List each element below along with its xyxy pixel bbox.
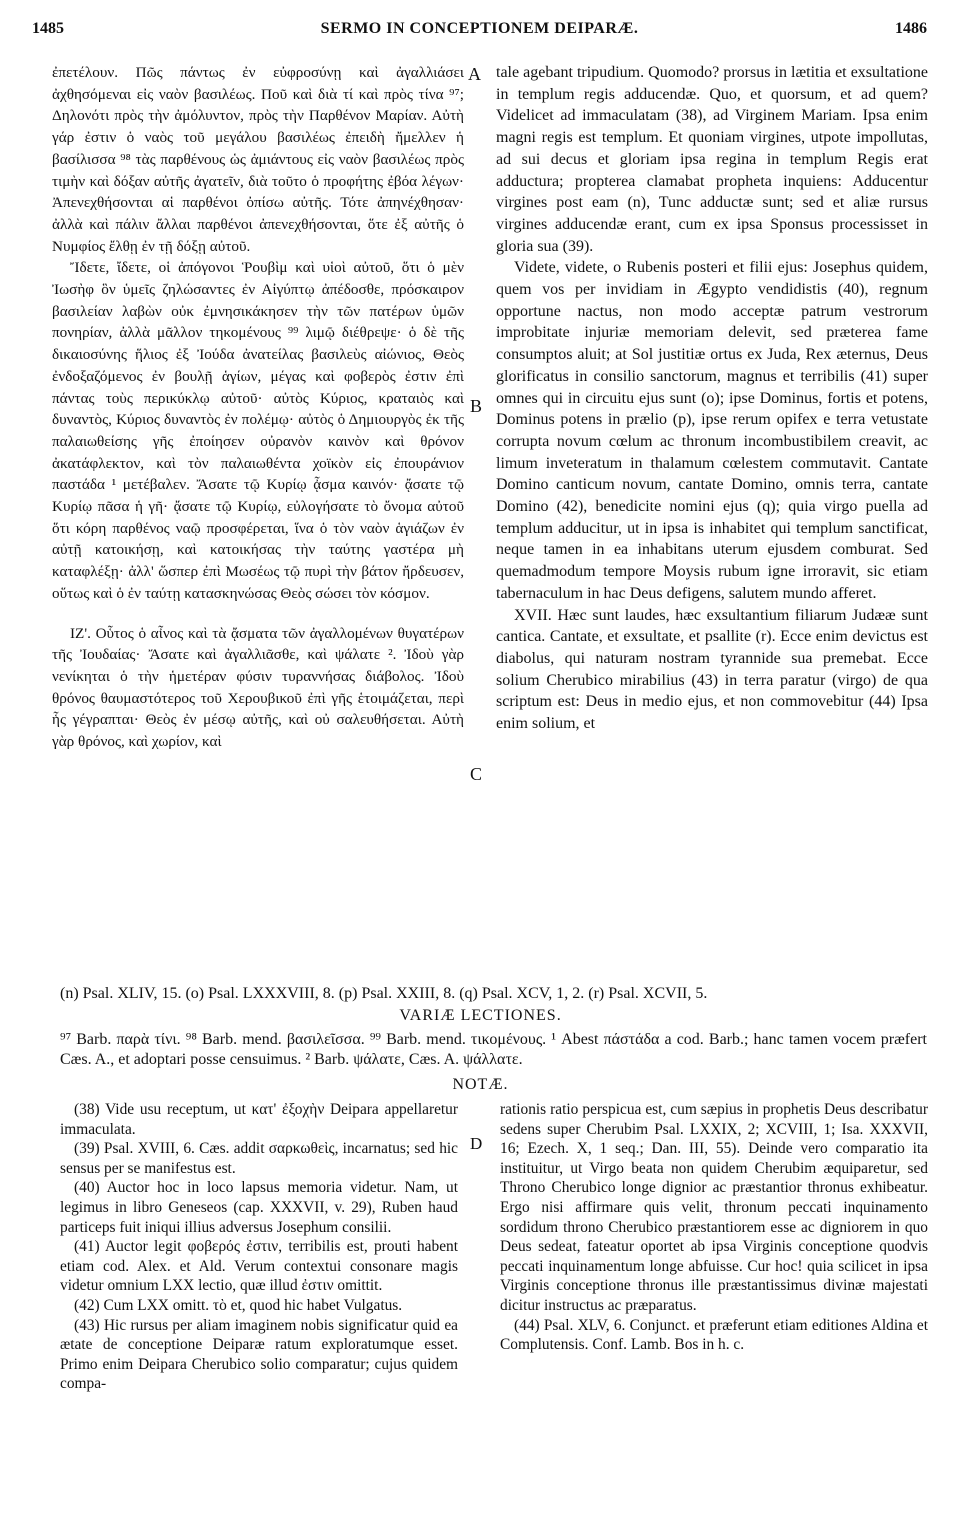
margin-marker-d: D: [470, 1134, 483, 1153]
page-number-left: 1485: [32, 20, 64, 37]
notae-title: NOTÆ.: [452, 1076, 509, 1093]
greek-column: [52, 62, 464, 753]
note-44: (44) Psal. XLV, 6. Conjunct. et præferunt etiam editiones Aldina et Complutensis. Conf. Lamb. Bos in h. c.: [500, 1316, 928, 1354]
running-title: SERMO IN CONCEPTIONEM DEIPARÆ.: [320, 20, 639, 37]
variae-lectiones: ⁹⁷ Barb. παρὰ τίνι. ⁹⁸ Barb. mend. βασιλεῖσσα. ⁹⁹ Barb. mend. τικομένους. ¹ Abest πάστάδα a cod. Barb.; hanc tamen vocem præfert Cæs. A., et adoptari posse censuimus. ² Barb. ψάλατε, Cæs. A. ψάλλατε.: [60, 1031, 927, 1068]
note-43-continued: rationis ratio perspicua est, cum sæpius in prophetis Deus describatur sedens super Cherubim Psal. LXXIX, 2; XCVIII, 1; Isa. XXXVII, 16; Ezech. X, 1 seq.; Dan. III, 55). Deinde vero comparatio ita instituitur, ut Virgo beata non quidem Cherubim æquiparetur, sed Throno Cherubico longe dignior ac præstantior thronus exhibeatur. Ergo nisi affirmare quis velit, thronum peccati inquinamento sordidum throno Cherubico præstantiorem esse ac digniorem in quo Deus sedeat, fateatur oportet ab ipsa Virginis conceptione quodvis peccati inquinamentum longe abfuisse. Cur hoc! quia scilicet in ipsa Virginis conceptione thronus ille præstantissimus divinæ majestati dicitur instructus ac præparatus.: [500, 1101, 928, 1314]
note-39: (39) Psal. XVIII, 6. Cæs. addit σαρκωθεὶς, incarnatus; sed hic sensus per se manifestus est.: [60, 1140, 458, 1177]
notes-left-column: [60, 1100, 458, 1394]
latin-column: [496, 62, 928, 735]
note-40: (40) Auctor hoc in loco lapsus memoria videtur. Nam, ut legimus in libro Geneseos (cap. XXXVII, v. 29), Ruben haud particeps fuit iniqui illius adversus Josephum consilii.: [60, 1179, 458, 1236]
note-38: (38) Vide usu receptum, ut κατ' ἐξοχὴν Deipara appellaretur immaculata.: [60, 1101, 458, 1138]
latin-paragraph-3: XVII. Hæc sunt laudes, hæc exsultantium filiarum Judææ sunt cantica. Cantate, et exsultate, et psallite (r). Ecce enim devictus est diabolus, qui naturam nostram tyrannide sua premebat. Ecce solium Cherubico mirabilius (43) in terra paratur (virgo) de qua scriptum est: Deus in medio ejus, et non commovebitur (44) Ipsa enim solium, et: [496, 606, 928, 733]
variae-title: VARIÆ LECTIONES.: [399, 1007, 562, 1024]
margin-marker-a: A: [468, 64, 481, 84]
note-41: (41) Auctor legit φοβερός ἐστιν, terribilis est, prouti habent etiam cod. Alex. et Ald. Verum contextui consonare magis videtur omnium LXX lectio, quæ illud ἐστιν omittit.: [60, 1238, 458, 1295]
latin-paragraph-2: Videte, videte, o Rubenis posteri et filii ejus: Josephus quidem, quem vos per invidiam in Ægypto vendidistis (40), regnum opportune nactus, non modo acceptæ patrum vestrorum improbitate injuriæ memoriam delevit, sed præterea fame consumptos aluit; at Sol justitiæ ortus ex Juda, Rex æternus, Deus glorificatus in consilio sanctorum, magnus et terribilis (41) super omnes qui in circuitu ejus sunt (o); ipse Dominus, fortis et potens, Dominus potens in prælio (p), ipse rerum opifex e terra vetustate corrupta novum cœlum ac thronum incombustibilem creavit, ac limum inveteratum in thalamum cœlestem commutavit. Cantate Domino canticum novum, cantate Domino, omnis terra, cantate Domino (42), benedicite nomini ejus (q); quia virgo puella ad templum adducitur, ut in ipsa is inhabitet qui templum sanctificat, neque tamen in ea inhabitans uterum ejusdem comburat. Sed quemadmodum tempore Moysis rubum igne irroravit, sic etiam tabernaculum in hac Deus defigens, salutem mundo afferet.: [496, 259, 928, 602]
page-number-right: 1486: [895, 20, 927, 37]
greek-paragraph-2: Ἴδετε, ἴδετε, οἱ ἀπόγονοι Ῥουβὶμ καὶ υἱοὶ αὐτοῦ, ὅτι ὁ μὲν Ἰωσὴφ ὃν ὑμεῖς ζηλώσαντες ἐν Αἰγύπτῳ ἀπέδοσθε, πρόσκαιρον βασιλείαν λαβὼν οὐκ ἐμνησικάκησεν τὴν τῶν πατέρων ὑμῶν πονηρίαν, ἀλλὰ μᾶλλον τηκομένους ⁹⁹ λιμῷ διέθρεψε· ὁ δὲ τῆς δικαιοσύνης ἥλιος ἐξ Ἰούδα ἀνατείλας βασιλεὺς αἰώνιος, Θεὸς ἐνδοξαζόμενος ἐν βουλῇ ἁγίων, μέγας καὶ φοβερὸς ἐστιν ἐπὶ πάντας τοὺς περικύκλῳ αὐτοῦ· αὐτὸς Κύριος, κραταιὸς καὶ δυναντὸς, Κύριος δυναντὸς ἐν πολέμῳ· αὐτὸς ὁ Δημιουργὸς ἐκ τῆς παλαιωθείσης γῆς ἐποίησεν οὐρανὸν καινὸν καὶ θρόνον ἀκατάφλεκτον, καὶ τὸν παλαιωθέντα χοϊκὸν εἰς ἐπουράνιον παστάδα ¹ μετέβαλεν. Ἄσατε τῷ Κυρίῳ ᾆσμα καινόν· ᾄσατε τῷ Κυρίῳ πᾶσα ἡ γῆ· ᾄσατε τῷ Κυρίῳ, εὐλογήσατε τὸ ὄνομα αὐτοῦ ὅτι κόρη παρθένος ναῷ προσφέρεται, ἵνα ὁ τὸν ναὸν ἁγιάζων ἐν αὐτῇ κατοικήσῃ, καὶ κατοικήσας τὴν ταύτης γαστέρα μὴ καταφλέξῃ· ἀλλ' ὥσπερ ἐπὶ Μωσέως τῷ πυρὶ τὴν βάτον ἤρδευσεν, οὕτως καὶ ὁ ἐν ταύτῃ κατασκηνώσας Θεὸς σώσει τὸν κόσμον.: [52, 259, 464, 602]
greek-paragraph-3: ΙΖ'. Οὗτος ὁ αἶνος καὶ τὰ ᾄσματα τῶν ἀγαλλομένων θυγατέρων τῆς Ἰουδαίας· Ἄσατε καὶ ἀγαλλιᾶσθε, καὶ ψάλατε ². Ἰδοὺ γὰρ νενίκηται ὁ τὴν ἡμετέραν φύσιν τυραννήσας διάβολος. Ἰδοὺ θρόνος θαυμαστότερος τοῦ Χερουβικοῦ ἐπὶ γῆς ἑτοιμάζεται, περὶ ἧς γέγραπται· Θεὸς ἐν μέσῳ αὐτῆς, καὶ οὐ σαλευθήσεται. Αὐτὴ γὰρ θρόνος, καὶ χωρίον, καὶ: [52, 624, 464, 751]
note-42: (42) Cum LXX omitt. τὸ et, quod hic habet Vulgatus.: [74, 1296, 403, 1314]
margin-marker-b: B: [470, 396, 483, 416]
note-43: (43) Hic rursus per aliam imaginem nobis significatur quid ea ætate de conceptione Deiparæ ratum exploratumque esset. Primo enim Deipara Cherubico solio comparatur; cujus quidem compa-: [60, 1316, 458, 1393]
latin-paragraph-1: tale agebant tripudium. Quomodo? prorsus in lætitia et exsultatione in templum regis adducendæ. Quo, et quorsum, et ad quem? Videlicet ad immaculatam (38), ad Virginem Mariam. Ipsa enim magni regis est templum. Et quoniam virgines, utpote impollutas, ad sui decus et gloriam ipsa regina in templum Regis erat adductura; propterea clamabat propheta inquiens: Adducentur virgines post eam (n), Tunc adductæ sunt; sed et aliæ rursus virgines adducendæ erant, cum ex ipsa Sponsus processisset in gloria sua (39).: [496, 64, 928, 255]
page-header: [32, 14, 927, 44]
greek-paragraph-1: ἐπετέλουν. Πῶς πάντως ἐν εὐφροσύνῃ καὶ ἀγαλλιάσει ἀχθησόμεναι εἰς ναὸν βασιλέως. Ποῦ καὶ διὰ τί καὶ πρὸς τίνα ⁹⁷; Δηλονότι πρὸς τὴν ἀμόλυντον, πρὸς τὴν Παρθένον Μαρίαν. Αὐτὴ γάρ ἐστιν ὁ ναὸς τοῦ μεγάλου βασιλέως ἐπειδὴ ἤμελλεν ἡ βασίλισσα ⁹⁸ τὰς παρθένους ὡς ἀμιάντους εἰς ναὸν βασιλέως πρὸς τιμὴν καὶ δόξαν αὐτῆς ἀγατεῖν, διὰ τοῦτο ὁ προφήτης ἐβόα λέγων· Ἀπενεχθήσονται αἱ παρθένοι ὀπίσω αὐτῆς. Τότε ἀπηνέχθησαν· ἀλλὰ καὶ πάλιν ἄλλαι παρθένοι ἀπενεχθήσονται, ὅτε ἐξ αὐτῆς ὁ Νυμφίος ἔλθῃ ἐν τῇ δόξῃ αὐτοῦ.: [52, 64, 464, 255]
notes-right-column: [500, 1100, 928, 1355]
margin-marker-c: C: [470, 764, 483, 784]
scripture-references: (n) Psal. XLIV, 15. (o) Psal. LXXXVIII, 8. (p) Psal. XXIII, 8. (q) Psal. XCV, 1, 2. (r) Psal. XCVII, 5.: [60, 985, 708, 1002]
